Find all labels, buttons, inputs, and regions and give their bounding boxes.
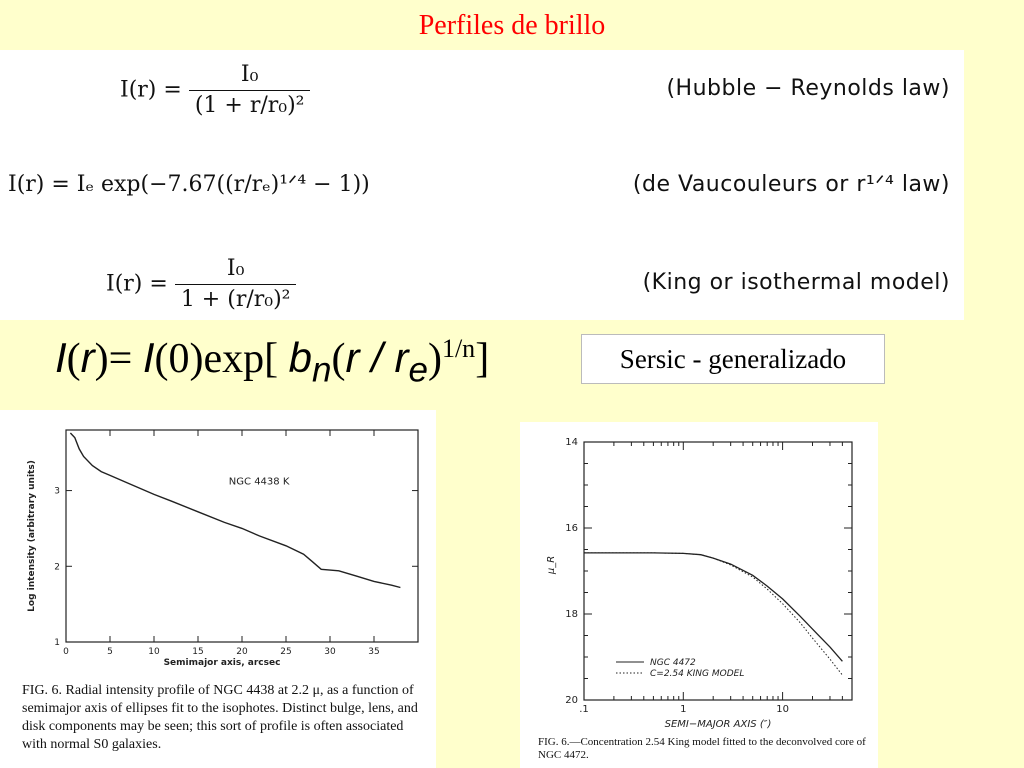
plot-frame [584,442,852,700]
king-formula [106,254,296,315]
hubble-law-name: (Hubble − Reynolds law) [666,76,950,101]
hubble-fraction [189,60,311,121]
ngc4438-figure [0,410,436,768]
sersic-b: b [288,334,312,381]
y-tick-label: 16 [565,523,578,534]
ngc4472-caption: FIG. 6.—Concentration 2.54 King model fitted to the deconvolved core of NGC 4472. [538,736,866,761]
x-tick-label: 30 [324,647,336,657]
sersic-equation [55,334,489,390]
legend-label-0: NGC 4472 [650,658,696,668]
series-line-1 [584,553,842,675]
legend-label-1: C=2.54 KING MODEL [650,669,745,679]
king-law-name: (King or isothermal model) [642,270,950,295]
sersic-paren-open: ( [66,336,81,382]
x-tick-label: 10 [148,647,160,657]
x-axis-label: SEMI−MAJOR AXIS (″) [664,719,772,730]
sersic-exp: (0)exp[ [154,336,289,382]
plot-frame [66,430,418,642]
y-tick-label: 20 [565,695,578,706]
y-tick-label: 18 [565,609,578,620]
x-tick-label: 5 [107,647,113,657]
sersic-I0: I [142,334,155,381]
x-axis-label: Semimajor axis, arcsec [163,658,281,668]
y-tick-label: 2 [54,562,60,573]
sersic-label: Sersic - generalizado [581,334,885,384]
ngc4472-figure [520,422,878,768]
sersic-exponent: 1/n [441,334,476,363]
chart-annotation: NGC 4438 K [228,476,290,488]
y-tick-label: 3 [54,486,60,497]
sersic-n-sub: n [312,350,332,390]
sersic-r2: r [345,334,360,381]
ngc4438-profile-line [70,433,400,588]
x-tick-label: 0 [63,647,69,657]
sersic-r: r [80,334,95,381]
sersic-equals: )= [94,336,143,382]
series-line-0 [584,553,842,661]
hubble-denominator: (1 + r/r₀)² [194,93,305,118]
king-fraction [175,254,297,315]
x-tick-label: 25 [280,647,292,657]
y-tick-label: 14 [565,437,578,448]
sersic-paren-close: ) [427,336,442,382]
ngc4438-caption: FIG. 6. Radial intensity profile of NGC 4438 at 2.2 μ, as a function of semimajor axis of ellipses fit to the isophotes. Distinct bulge, lens, and disk components may be seen; this sort of profile is often associated with normal S0 galaxies. [22,683,418,752]
formula-panel [0,50,964,320]
x-tick-label: 20 [236,647,248,657]
x-tick-label: .1 [579,704,589,715]
sersic-bracket: ] [475,336,490,382]
x-tick-label: 35 [368,647,380,657]
y-axis-label: Log intensity (arbitrary units) [27,460,37,612]
x-tick-label: 1 [680,704,687,715]
hubble-formula [120,60,310,121]
king-denominator: 1 + (r/r₀)² [180,287,291,312]
devaucouleurs-law-name: (de Vaucouleurs or r¹ᐟ⁴ law) [632,172,950,197]
sersic-paren2: ( [331,336,346,382]
x-tick-label: 10 [776,704,789,715]
sersic-slash: / [359,334,395,381]
x-tick-label: 15 [192,647,204,657]
y-axis-label: μ_R [546,555,557,575]
hubble-numerator: I₀ [189,60,311,91]
ngc4472-chart [520,422,878,734]
sersic-re: r [394,334,409,381]
hubble-lhs: I(r) = [120,77,182,103]
king-lhs: I(r) = [106,271,168,297]
devaucouleurs-formula: I(r) = Iₑ exp(−7.67((r/rₑ)¹ᐟ⁴ − 1)) [8,172,370,197]
king-numerator: I₀ [175,254,297,285]
slide-title: Perfiles de brillo [418,10,606,41]
y-tick-label: 1 [54,638,60,648]
sersic-e-sub: e [408,350,428,390]
ngc4438-chart [0,410,436,680]
sersic-I: I [55,334,67,381]
